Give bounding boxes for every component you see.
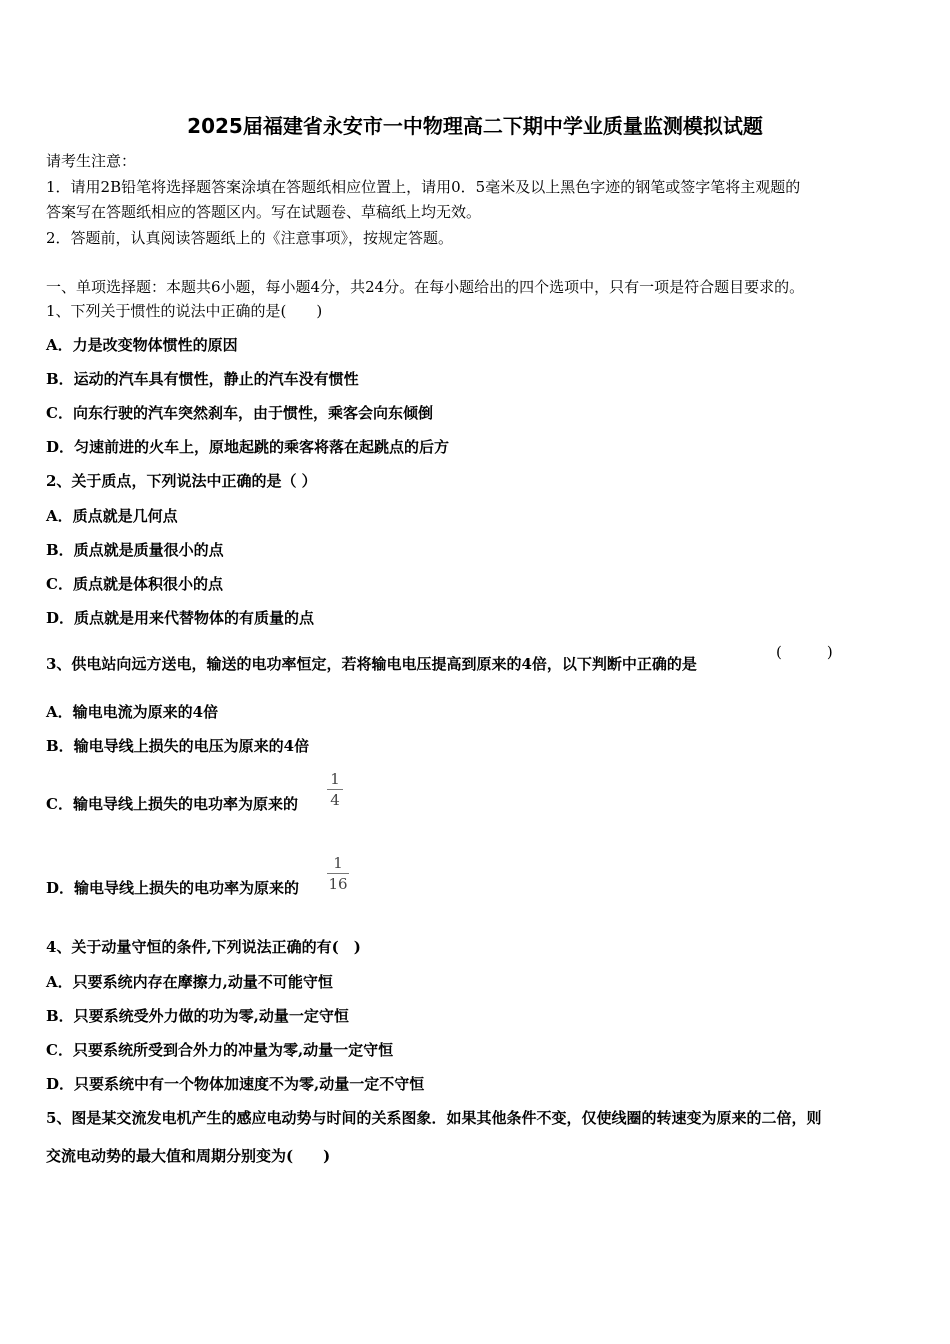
- question-3-option-d: D．输电导线上损失的电功率为原来的: [46, 879, 300, 897]
- question-1-option-d: D．匀速前进的火车上，原地起跳的乘客将落在起跳点的后方: [46, 438, 450, 456]
- notice-heading: 请考生注意：: [46, 152, 137, 170]
- question-3-option-a: A．输电电流为原来的4倍: [46, 703, 219, 721]
- fraction-one-quarter: [327, 770, 343, 809]
- notice-line-2: 答案写在答题纸相应的答题区内。写在试题卷、草稿纸上均无效。: [46, 203, 482, 221]
- question-2-option-d: D．质点就是用来代替物体的有质量的点: [46, 609, 315, 627]
- fraction-numerator: 1: [333, 854, 343, 872]
- question-1-option-b: B．运动的汽车具有惯性，静止的汽车没有惯性: [46, 370, 359, 388]
- question-1-stem: 1、下列关于惯性的说法中正确的是( ): [46, 302, 323, 320]
- question-4-stem: 4、关于动量守恒的条件,下列说法正确的有( ): [46, 938, 361, 956]
- fraction-one-sixteenth: [327, 854, 349, 893]
- question-2-option-b: B．质点就是质量很小的点: [46, 541, 224, 559]
- question-3-option-c: C．输电导线上损失的电功率为原来的: [46, 795, 298, 813]
- page-title: 2025届福建省永安市一中物理高二下期中学业质量监测模拟试题: [187, 114, 763, 138]
- notice-line-1: 1．请用2B铅笔将选择题答案涂填在答题纸相应位置上，请用0．5毫米及以上黑色字迹的钢笔或签字笔将主观题的: [46, 178, 801, 196]
- question-5-stem-line-2: 交流电动势的最大值和周期分别变为( ): [46, 1147, 331, 1165]
- question-2-stem: 2、关于质点，下列说法中正确的是（ ）: [46, 472, 317, 490]
- question-2-option-a: A．质点就是几何点: [46, 507, 178, 525]
- question-4-option-b: B．只要系统受外力做的功为零,动量一定守恒: [46, 1007, 349, 1025]
- notice-line-3: 2．答题前，认真阅读答题纸上的《注意事项》，按规定答题。: [46, 229, 454, 247]
- question-1-option-a: A．力是改变物体惯性的原因: [46, 336, 238, 354]
- fraction-denominator: 4: [330, 791, 340, 809]
- question-4-option-c: C．只要系统所受到合外力的冲量为零,动量一定守恒: [46, 1041, 394, 1059]
- question-1-option-c: C．向东行驶的汽车突然刹车，由于惯性，乘客会向东倾倒: [46, 404, 433, 422]
- fraction-numerator: 1: [330, 770, 340, 788]
- question-3-paren: ( ): [776, 643, 833, 661]
- question-2-option-c: C．质点就是体积很小的点: [46, 575, 223, 593]
- question-3-option-b: B．输电导线上损失的电压为原来的4倍: [46, 737, 310, 755]
- question-3-stem: 3、供电站向远方送电，输送的电功率恒定，若将输电电压提高到原来的4倍，以下判断中正确的是: [46, 655, 697, 673]
- fraction-denominator: 16: [328, 875, 348, 893]
- question-4-option-d: D．只要系统中有一个物体加速度不为零,动量一定不守恒: [46, 1075, 425, 1093]
- question-5-stem-line-1: 5、图是某交流发电机产生的感应电动势与时间的关系图象．如果其他条件不变，仅使线圈的转速变为原来的二倍，则: [46, 1109, 822, 1127]
- section-heading: 一、单项选择题：本题共6小题，每小题4分，共24分。在每小题给出的四个选项中，只有一项是符合题目要求的。: [46, 278, 805, 296]
- question-4-option-a: A．只要系统内存在摩擦力,动量不可能守恒: [46, 973, 333, 991]
